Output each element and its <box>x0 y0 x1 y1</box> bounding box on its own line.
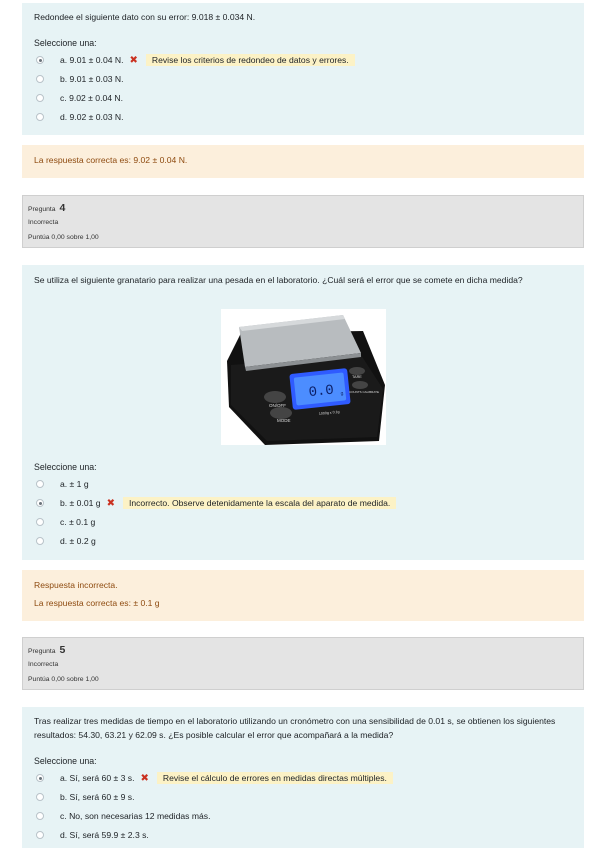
answer-option-a[interactable] <box>36 53 355 67</box>
option-feedback: Revise el cálculo de errores en medidas directas múltiples. <box>157 772 393 784</box>
answer-option-b[interactable] <box>36 72 123 86</box>
option-label: a. ± 1 g <box>60 479 89 489</box>
option-label: d. 9.02 ± 0.03 N. <box>60 112 124 122</box>
option-label: a. 9.01 ± 0.04 N. <box>60 55 124 65</box>
option-label: b. ± 0.01 g <box>60 498 101 508</box>
question-5-text-panel <box>22 707 584 848</box>
answer-option-b[interactable] <box>36 496 396 510</box>
incorrect-cross-icon: ✖ <box>129 54 138 66</box>
question-number <box>28 202 65 214</box>
radio-unselected[interactable] <box>36 94 44 102</box>
incorrect-cross-icon: ✖ <box>106 497 115 509</box>
radio-unselected[interactable] <box>36 812 44 820</box>
option-label: c. 9.02 ± 0.04 N. <box>60 93 123 103</box>
question-number-value: 4 <box>59 202 66 214</box>
select-one-prompt: Seleccione una: <box>34 462 97 472</box>
tare-label: TARE <box>352 375 362 379</box>
answer-option-b[interactable] <box>36 790 134 804</box>
radio-unselected[interactable] <box>36 518 44 526</box>
question-4-info-box <box>22 195 584 248</box>
digital-scale-illustration <box>221 309 386 445</box>
display-unit: g <box>340 390 344 397</box>
option-label: c. No, son necesarias 12 medidas más. <box>60 811 211 821</box>
radio-unselected[interactable] <box>36 480 44 488</box>
digital-scale-image <box>221 309 386 445</box>
radio-unselected[interactable] <box>36 75 44 83</box>
select-one-prompt: Seleccione una: <box>34 38 97 48</box>
question-status: Incorrecta <box>28 661 59 668</box>
radio-selected[interactable] <box>36 56 44 64</box>
option-label: b. 9.01 ± 0.03 N. <box>60 74 124 84</box>
answer-option-c[interactable] <box>36 809 210 823</box>
question-number-value: 5 <box>59 644 66 656</box>
answer-option-c[interactable] <box>36 91 123 105</box>
answer-option-d[interactable] <box>36 110 123 124</box>
radio-unselected[interactable] <box>36 113 44 121</box>
display-reading: 0.0 <box>307 382 335 402</box>
correct-answer-text: La respuesta correcta es: ± 0.1 g <box>34 598 160 608</box>
question-3-feedback-panel <box>22 145 584 178</box>
option-feedback: Incorrecto. Observe detenidamente la escala del aparato de medida. <box>123 497 396 509</box>
question-stem: Redondee el siguiente dato con su error: 9.018 ± 0.034 N. <box>34 12 256 22</box>
incorrect-answer-text: Respuesta incorrecta. <box>34 580 118 590</box>
correct-answer-text: La respuesta correcta es: 9.02 ± 0.04 N. <box>34 155 188 165</box>
radio-unselected[interactable] <box>36 537 44 545</box>
answer-option-d[interactable] <box>36 828 149 842</box>
answer-option-d[interactable] <box>36 534 96 548</box>
question-4-text-panel <box>22 265 584 560</box>
option-label: a. Sí, será 60 ± 3 s. <box>60 773 135 783</box>
select-one-prompt: Seleccione una: <box>34 756 97 766</box>
question-number <box>28 644 65 656</box>
calibrate-label: COUNTS CALIBRATE <box>349 390 379 394</box>
option-label: d. Sí, será 59.9 ± 2.3 s. <box>60 830 149 840</box>
option-label: d. ± 0.2 g <box>60 536 96 546</box>
capacity-label: 1000g x 0.1g <box>318 409 340 416</box>
question-label: Pregunta <box>28 206 56 213</box>
question-grade: Puntúa 0,00 sobre 1,00 <box>28 676 99 683</box>
question-5-info-box <box>22 637 584 690</box>
incorrect-cross-icon: ✖ <box>140 772 149 784</box>
radio-selected[interactable] <box>36 774 44 782</box>
question-status: Incorrecta <box>28 219 59 226</box>
option-label: b. Sí, será 60 ± 9 s. <box>60 792 135 802</box>
question-stem: Se utiliza el siguiente granatario para realizar una pesada en el laboratorio. ¿Cuál será el error que se comete en dicha medida? <box>34 275 523 285</box>
question-4-feedback-panel <box>22 570 584 621</box>
answer-option-c[interactable] <box>36 515 95 529</box>
question-stem: Tras realizar tres medidas de tiempo en el laboratorio utilizando un cronómetro con una sensibilidad de 0.01 s, se obtienen los siguientes resultados: 54.30, 63.21 y 62.09 s. ¿Es posible calcular el error que acompañará a la medida? <box>34 716 556 740</box>
question-grade: Puntúa 0,00 sobre 1,00 <box>28 234 99 241</box>
onoff-label: ON/OFF <box>269 403 286 408</box>
radio-unselected[interactable] <box>36 793 44 801</box>
radio-selected[interactable] <box>36 499 44 507</box>
question-3-text-panel <box>22 3 584 135</box>
mode-label: MODE <box>277 418 291 423</box>
answer-option-a[interactable] <box>36 771 393 785</box>
radio-unselected[interactable] <box>36 831 44 839</box>
question-label: Pregunta <box>28 648 56 655</box>
option-feedback: Revise los criterios de redondeo de datos y errores. <box>146 54 355 66</box>
option-label: c. ± 0.1 g <box>60 517 96 527</box>
answer-option-a[interactable] <box>36 477 89 491</box>
